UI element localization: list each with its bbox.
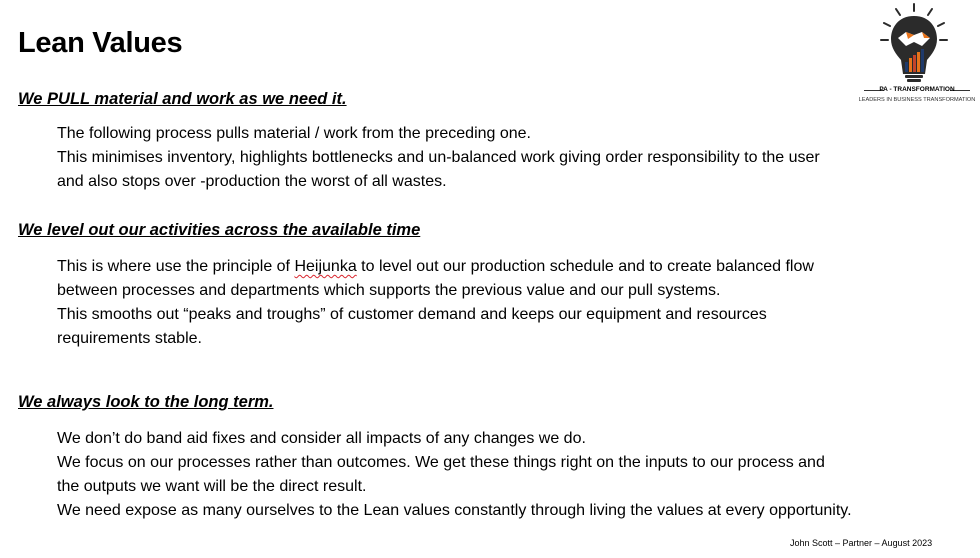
body-text: to level out our production schedule and to create balanced flow bbox=[356, 258, 814, 275]
body-line: the outputs we want will be the direct result. bbox=[57, 478, 367, 495]
pa-transformation-logo bbox=[858, 2, 976, 120]
body-line: We need expose as many ourselves to the Lean values constantly through living the values at every opportunity. bbox=[57, 502, 852, 519]
body-line: We don’t do band aid fixes and consider all impacts of any changes we do. bbox=[57, 430, 586, 447]
body-line: This minimises inventory, highlights bottlenecks and un-balanced work giving order responsibility to the user bbox=[57, 149, 820, 166]
heijunka-term: Heijunka bbox=[294, 258, 357, 275]
section-heading-long-term: We always look to the long term. bbox=[18, 393, 274, 411]
lightbulb-icon bbox=[858, 2, 976, 86]
body-line bbox=[57, 255, 962, 279]
body-line: We focus on our processes rather than outcomes. We get these things right on the inputs to our process and bbox=[57, 454, 825, 471]
page-title: Lean Values bbox=[18, 27, 183, 59]
section-heading-pull: We PULL material and work as we need it. bbox=[18, 90, 347, 108]
section-body-level bbox=[57, 255, 962, 351]
body-line: between processes and departments which supports the previous value and our pull systems. bbox=[57, 282, 721, 299]
section-body-long-term bbox=[57, 427, 962, 523]
section-heading-level: We level out our activities across the available time bbox=[18, 221, 421, 239]
logo-name: PA - TRANSFORMATION bbox=[879, 86, 955, 93]
body-line: The following process pulls material / work from the preceding one. bbox=[57, 125, 531, 142]
body-line: and also stops over -production the worst of all wastes. bbox=[57, 173, 447, 190]
section-body-pull bbox=[57, 122, 962, 194]
footer-credit: John Scott – Partner – August 2023 bbox=[790, 538, 933, 548]
body-text: This is where use the principle of bbox=[57, 258, 295, 275]
body-line: requirements stable. bbox=[57, 330, 202, 347]
body-line: This smooths out “peaks and troughs” of customer demand and keeps our equipment and resources bbox=[57, 306, 767, 323]
logo-tagline: LEADERS IN BUSINESS TRANSFORMATION bbox=[858, 97, 976, 103]
